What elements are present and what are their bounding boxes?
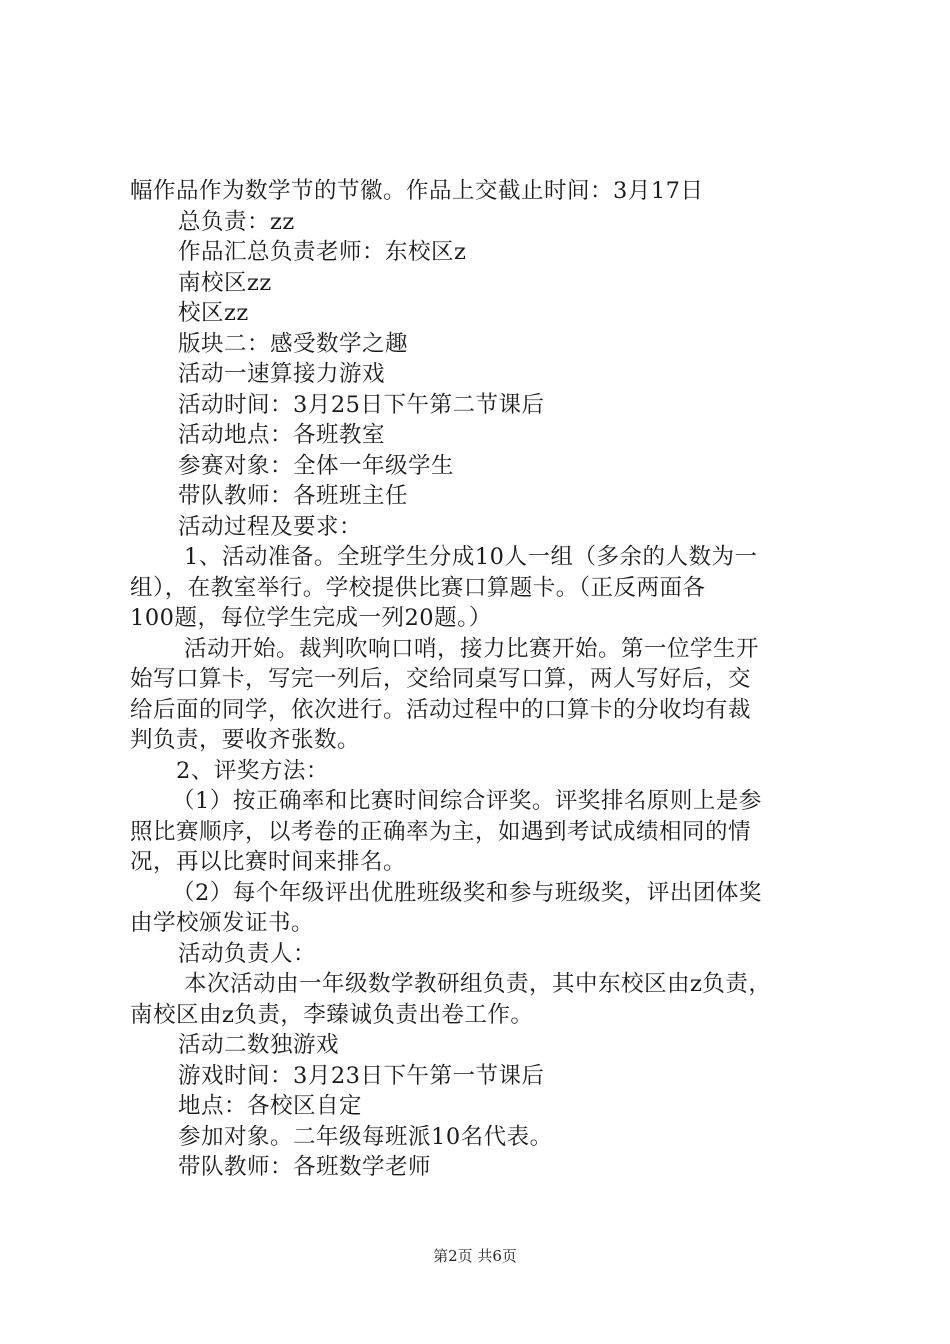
text-line: 幅作品作为数学节的节徽。作品上交截止时间：3月17日 [130,178,704,204]
text-line: 南校区zz [178,269,272,296]
section-heading: 版块二：感受数学之趣 [178,330,409,357]
paragraph-line: 由学校颁发证书。 [130,910,315,936]
paragraph-line: 活动开始。裁判吹响口哨，接力比赛开始。第一位学生开 [184,635,760,662]
paragraph-line: 组），在教室举行。学校提供比赛口算题卡。（正反两面各 [130,574,706,601]
paragraph-line: 照比赛顺序，以考卷的正确率为主，如遇到考试成绩相同的情 [130,818,752,845]
text-line: 活动负责人： [178,940,317,967]
paragraph-line: 本次活动由一年级数学教研组负责，其中东校区由z负责， [184,971,772,997]
text-line: 带队教师：各班数学老师 [178,1154,432,1180]
document-body [130,176,830,1183]
text-line: 参加对象。二年级每班派10名代表。 [178,1123,553,1150]
text-line: 2、评奖方法： [176,757,329,784]
text-line: 地点：各校区自定 [178,1093,363,1119]
paragraph-line: 始写口算卡，写完一列后，交给同桌写口算，两人写好后，交 [130,666,752,692]
paragraph-line: 100题，每位学生完成一列20题。） [130,605,492,631]
paragraph-line: 南校区由z负责，李臻诚负责出卷工作。 [130,1001,534,1028]
paragraph-line: 给后面的同学，依次进行。活动过程中的口算卡的分收均有裁 [130,696,752,723]
paragraph-line: （2）每个年级评出优胜班级奖和参与班级奖，评出团体奖 [172,879,762,906]
text-line: 校区zz [178,300,249,326]
paragraph-line: 况，再以比赛时间来排名。 [130,849,407,875]
activity-heading: 活动一速算接力游戏 [178,361,386,387]
text-line: 参赛对象：全体一年级学生 [178,452,455,479]
text-line: 游戏时间：3月23日下午第一节课后 [178,1062,545,1089]
text-line: 总负责：zz [178,208,295,235]
text-line: 活动时间：3月25日下午第二节课后 [178,391,545,418]
text-line: 作品汇总负责老师：东校区z [178,239,467,265]
text-line: 带队教师：各班班主任 [178,483,409,509]
paragraph-line: （1）按正确率和比赛时间综合评奖。评奖排名原则上是参 [172,788,762,814]
page-number-footer: 第2页 共6页 [433,1247,517,1265]
paragraph-line: 1、活动准备。全班学生分成10人一组（多余的人数为一 [184,544,758,570]
paragraph-line: 判负责，要收齐张数。 [130,727,361,753]
text-line: 活动地点：各班教室 [178,422,386,448]
text-line: 活动过程及要求： [178,513,363,540]
activity-heading: 活动二数独游戏 [178,1032,340,1058]
